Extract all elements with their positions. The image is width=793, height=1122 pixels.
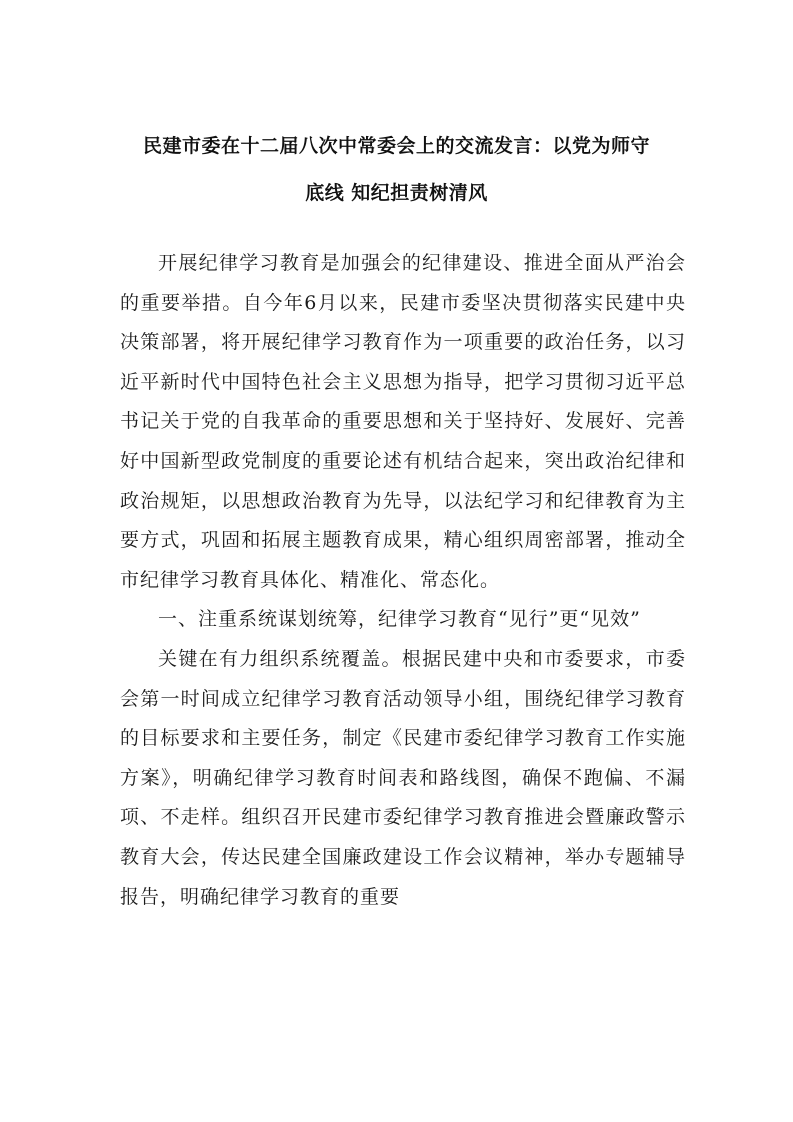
section-heading-1: 一、注重系统谋划统筹，纪律学习教育“见行”更“见效” [158, 608, 641, 631]
document-title-line-2: 底线 知纪担责树清风 [305, 182, 488, 204]
document-title-line-1: 民建市委在十二届八次中常委会上的交流发言：以党为师守 [142, 135, 650, 157]
document-body [120, 244, 686, 917]
paragraph-section-1: 关键在有力组织系统覆盖。根据民建中央和市委要求，市委会第一时间成立纪律学习教育活动领导小组，围绕纪律学习教育的目标要求和主要任务，制定《民建市委纪律学习教育工作实施方案》，明确纪律学习教育时间表和路线图，确保不跑偏、不漏项、不走样。组织召开民建市委纪律学习教育推进会暨廉政警示教育大会，传达民建全国廉政建设工作会议精神，举办专题辅导报告，明确纪律学习教育的重要 [120, 647, 686, 908]
paragraph-intro: 开展纪律学习教育是加强会的纪律建设、推进全面从严治会的重要举措。自今年6月以来，民建市委坚决贯彻落实民建中央决策部署，将开展纪律学习教育作为一项重要的政治任务，以习近平新时代中国特色社会主义思想为指导，把学习贯彻习近平总书记关于党的自我革命的重要思想和关于坚持好、发展好、完善好中国新型政党制度的重要论述有机结合起来，突出政治纪律和政治规矩，以思想政治教育为先导，以法纪学习和纪律教育为主要方式，巩固和拓展主题教育成果，精心组织周密部署，推动全市纪律学习教育具体化、精准化、常态化。 [120, 252, 686, 591]
